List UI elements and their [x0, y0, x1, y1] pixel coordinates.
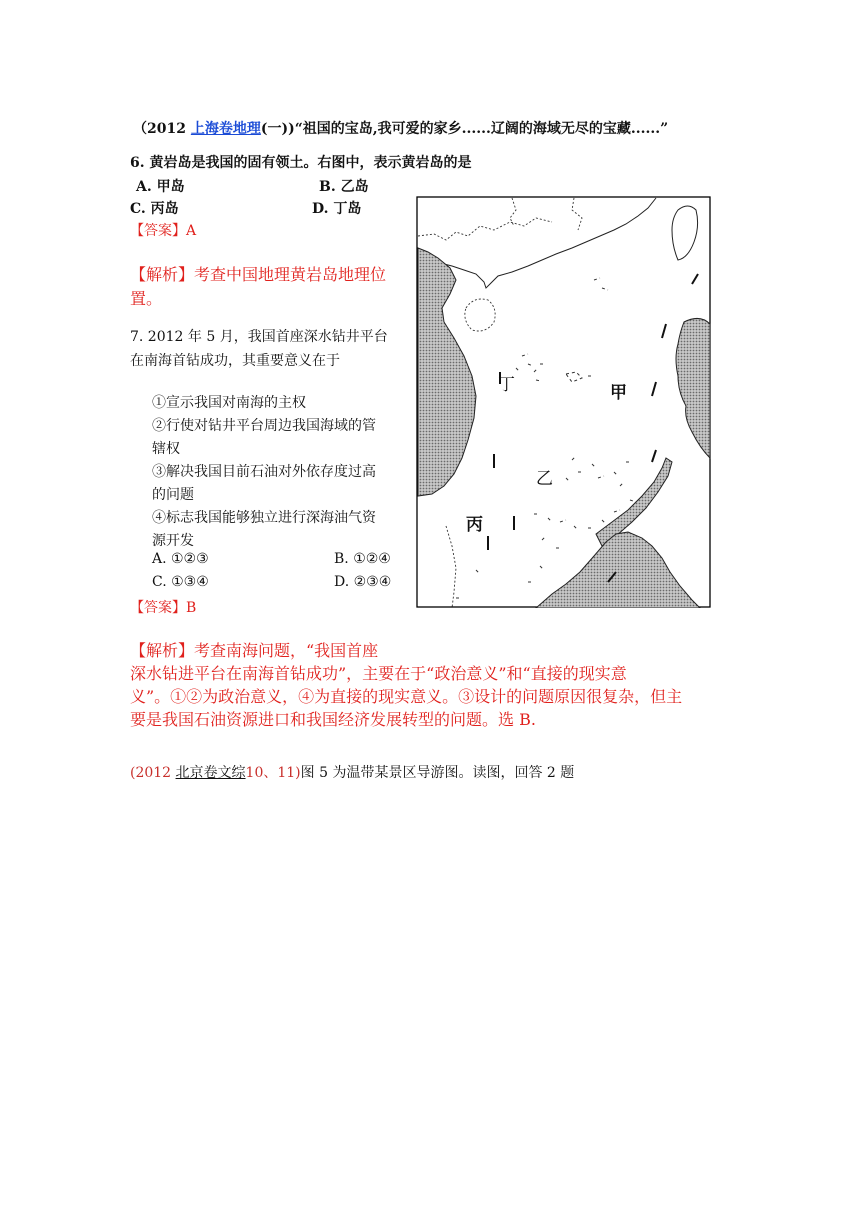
q6-option-d: D. 丁岛	[312, 201, 362, 217]
next-rest-red: 10、11)	[245, 765, 301, 781]
q7-item: ④标志我国能够独立进行深海油气资	[152, 510, 376, 526]
next-source-line	[130, 762, 574, 782]
q6-analysis-line2: 置。	[130, 289, 163, 308]
q7-analysis-line: 要是我国石油资源进口和我国经济发展转型的问题。选 B.	[130, 710, 536, 729]
q7-item: 的问题	[152, 487, 194, 503]
q7-stem-line1: 7. 2012 年 5 月，我国首座深水钻井平台	[130, 329, 388, 345]
q6-stem: 6. 黄岩岛是我国的固有领土。右图中，表示黄岩岛的是	[130, 155, 472, 171]
q7-answer: 【答案】B	[130, 600, 197, 616]
q7-option-b: B. ①②④	[334, 551, 391, 567]
header-rest: (一))“祖国的宝岛,我可爱的家乡......辽阔的海域无尽的宝藏......”	[260, 121, 669, 137]
q6-option-c: C. 丙岛	[130, 201, 179, 217]
next-rest-black: 图 5 为温带某景区导游图。读图，回答 2 题	[300, 765, 575, 781]
q6-answer: 【答案】A	[130, 223, 197, 239]
q6-analysis-line1: 【解析】考查中国地理黄岩岛地理位	[130, 265, 387, 284]
q7-option-a: A. ①②③	[152, 551, 209, 567]
q7-analysis-line: 【解析】考查南海问题，“我国首座	[130, 641, 379, 660]
q7-analysis-line: 义”。①②为政治意义，④为直接的现实意义。③设计的问题原因很复杂，但主	[130, 687, 683, 706]
q6-option-b: B. 乙岛	[319, 179, 369, 195]
q7-item: 辖权	[152, 441, 180, 457]
label-bing: 丙	[466, 515, 483, 535]
q7-stem-line2: 在南海首钻成功，其重要意义在于	[130, 353, 340, 369]
source-link[interactable]: 上海卷地理	[190, 121, 261, 137]
q7-analysis-line: 深水钻进平台在南海首钻成功”，主要在于“政治意义”和“直接的现实意	[130, 664, 627, 683]
header-open: （2012	[133, 121, 191, 137]
source-header	[133, 118, 668, 138]
next-open: (2012	[130, 765, 176, 781]
label-jia: 甲	[610, 383, 627, 403]
q7-item: ②行使对钻井平台周边我国海域的管	[152, 418, 376, 434]
q7-item: ①宣示我国对南海的主权	[152, 395, 306, 411]
label-yi: 乙	[536, 469, 553, 489]
q7-item: 源开发	[152, 533, 194, 549]
label-ding: 丁	[498, 375, 515, 395]
next-source-link[interactable]: 北京卷文综	[175, 765, 246, 781]
q6-option-a: A. 甲岛	[136, 179, 185, 195]
south-china-sea-map	[416, 196, 711, 608]
q7-item: ③解决我国目前石油对外依存度过高	[152, 464, 376, 480]
q7-option-c: C. ①③④	[152, 574, 209, 590]
q7-option-d: D. ②③④	[334, 574, 392, 590]
